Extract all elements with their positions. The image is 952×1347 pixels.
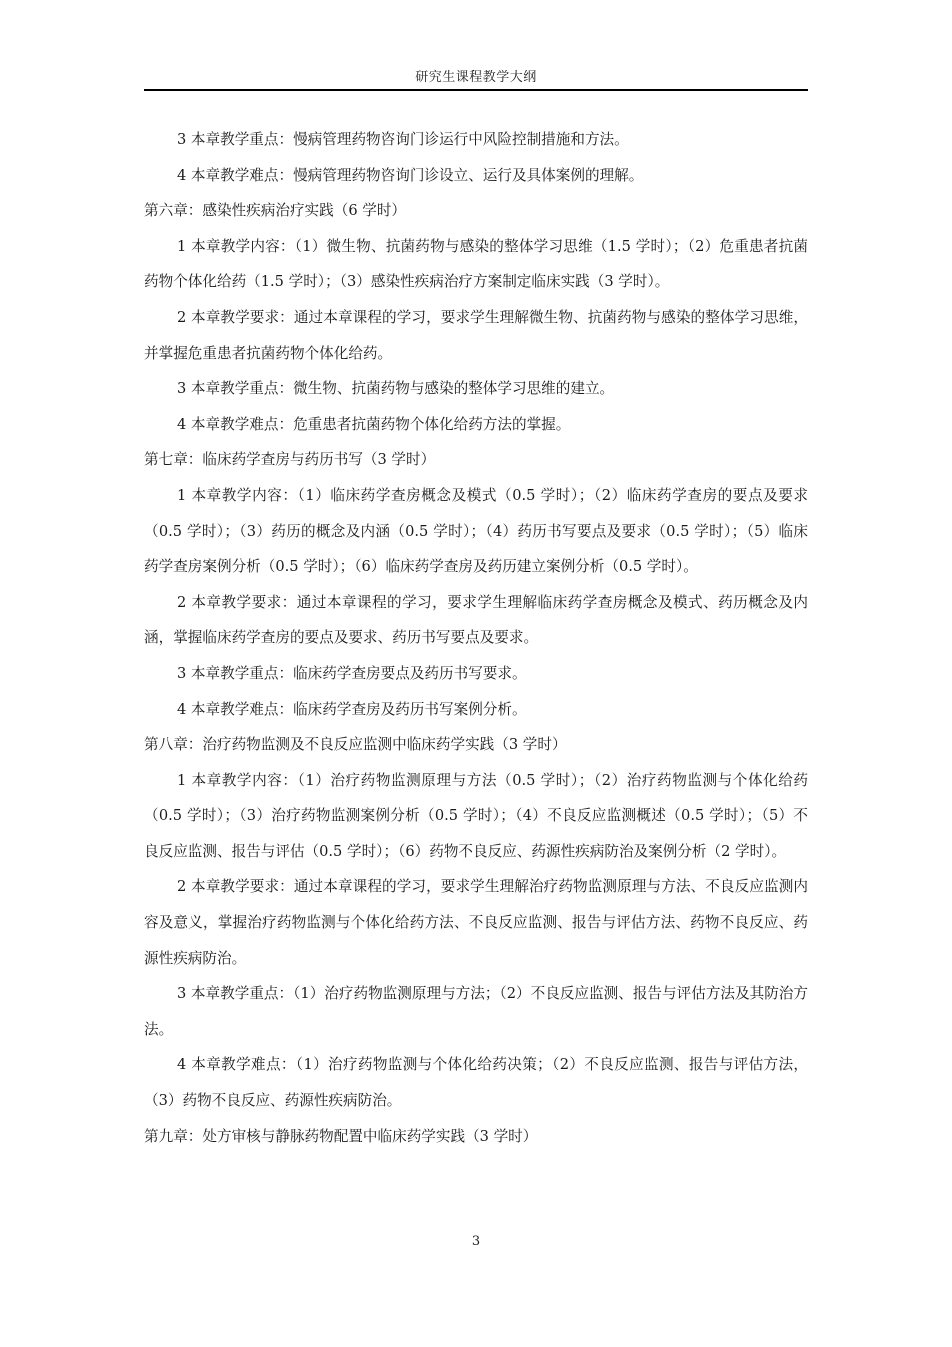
body-text bbox=[144, 122, 808, 1154]
chapter-heading: 第八章：治疗药物监测及不良反应监测中临床药学实践（3 学时） bbox=[144, 736, 567, 754]
paragraph: 4 本章教学难点：慢病管理药物咨询门诊设立、运行及具体案例的理解。 bbox=[177, 166, 644, 184]
chapter-heading: 第九章：处方审核与静脉药物配置中临床药学实践（3 学时） bbox=[144, 1127, 538, 1145]
paragraph: 1 本章教学内容：（1）微生物、抗菌药物与感染的整体学习思维（1.5 学时）；（2）危重患者抗菌药物个体化给药（1.5 学时）；（3）感染性疾病治疗方案制定临床实践（3 学时）。 bbox=[144, 237, 808, 291]
paragraph: 1 本章教学内容：（1）临床药学查房概念及模式（0.5 学时）；（2）临床药学查房的要点及要求（0.5 学时）；（3）药历的概念及内涵（0.5 学时）；（4）药历书写要点及要求（0.5 学时）；（5）临床药学查房案例分析（0.5 学时）；（6）临床药学查房及药历建立案例分析（0.5 学时）。 bbox=[144, 486, 808, 576]
chapter-heading: 第六章：感染性疾病治疗实践（6 学时） bbox=[144, 202, 407, 220]
paragraph: 4 本章教学难点：（1）治疗药物监测与个体化给药决策；（2）不良反应监测、报告与评估方法，（3）药物不良反应、药源性疾病防治。 bbox=[144, 1056, 808, 1110]
paragraph: 1 本章教学内容：（1）治疗药物监测原理与方法（0.5 学时）；（2）治疗药物监测与个体化给药（0.5 学时）；（3）治疗药物监测案例分析（0.5 学时）；（4）不良反应监测概述（0.5 学时）；（5）不良反应监测、报告与评估（0.5 学时）；（6）药物不良反应、药源性疾病防治及案例分析（2 学时）。 bbox=[144, 771, 808, 860]
header-divider bbox=[144, 89, 808, 91]
paragraph: 3 本章教学重点：（1）治疗药物监测原理与方法；（2）不良反应监测、报告与评估方法及其防治方法。 bbox=[144, 985, 808, 1038]
running-header: 研究生课程教学大纲 bbox=[415, 70, 537, 85]
paragraph: 4 本章教学难点：危重患者抗菌药物个体化给药方法的掌握。 bbox=[177, 415, 571, 433]
paragraph: 4 本章教学难点：临床药学查房及药历书写案例分析。 bbox=[177, 700, 527, 718]
paragraph: 2 本章教学要求：通过本章课程的学习，要求学生理解微生物、抗菌药物与感染的整体学习思维，并掌握危重患者抗菌药物个体化给药。 bbox=[144, 308, 808, 362]
paragraph: 3 本章教学重点：微生物、抗菌药物与感染的整体学习思维的建立。 bbox=[177, 380, 615, 398]
paragraph: 2 本章教学要求：通过本章课程的学习，要求学生理解治疗药物监测原理与方法、不良反应监测内容及意义，掌握治疗药物监测与个体化给药方法、不良反应监测、报告与评估方法、药物不良反应、药源性疾病防治。 bbox=[144, 878, 808, 967]
paragraph: 2 本章教学要求：通过本章课程的学习，要求学生理解临床药学查房概念及模式、药历概念及内涵，掌握临床药学查房的要点及要求、药历书写要点及要求。 bbox=[144, 593, 808, 647]
chapter-heading: 第七章：临床药学查房与药历书写（3 学时） bbox=[144, 451, 436, 469]
paragraph: 3 本章教学重点：临床药学查房要点及药历书写要求。 bbox=[177, 664, 527, 682]
page-number: 3 bbox=[471, 1234, 481, 1249]
paragraph: 3 本章教学重点：慢病管理药物咨询门诊运行中风险控制措施和方法。 bbox=[177, 131, 629, 148]
